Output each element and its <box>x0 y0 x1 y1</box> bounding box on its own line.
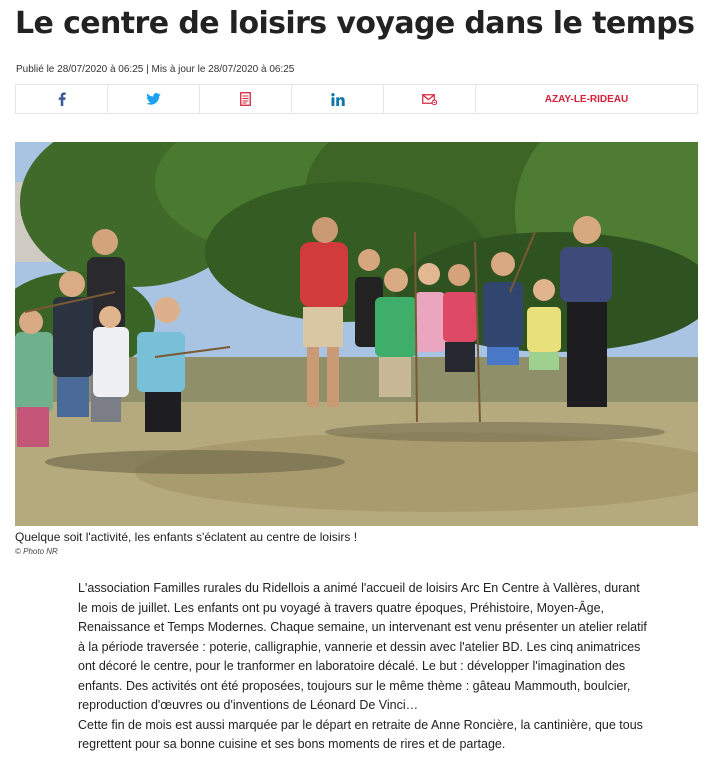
share-facebook-button[interactable] <box>16 85 108 113</box>
facebook-icon <box>57 92 67 106</box>
article-photo <box>15 142 698 526</box>
photo-credit: © Photo NR <box>15 547 58 556</box>
share-linkedin-button[interactable] <box>292 85 384 113</box>
linkedin-icon <box>331 93 345 106</box>
article-body <box>78 579 648 755</box>
print-button[interactable] <box>200 85 292 113</box>
twitter-icon <box>146 93 161 105</box>
share-email-button[interactable] <box>384 85 476 113</box>
print-icon <box>240 92 251 106</box>
share-bar <box>15 84 698 114</box>
article-paragraph: Cette fin de mois est aussi marquée par le départ en retraite de Anne Roncière, la cantinière, que tous regrettent pour sa bonne cuisine et ses bons moments de rires et de partage. <box>78 717 643 751</box>
article-paragraph: L'association Familles rurales du Ridellois a animé l'accueil de loisirs Arc En Centre à Vallères, durant le mois de juillet. Les enfants ont pu voyagé à travers quatre époques, Préhistoire, Moyen-Âge, Renaissance et Temps Modernes. Chaque semaine, un intervenant est venu présenter un atelier relatif à la période traversée : poterie, calligraphie, vannerie et dessin avec l'atelier BD. Les cinq animatrices ont décoré le centre, pour le tranformer en laboratoire décalé. Le but : développer l'imagination des enfants. Des activités ont été proposées, toujours sur le même thème : gâteau Mammouth, boulcier, reproduction d'œuvres ou d'inventions de Léonard De Vinci… <box>78 581 647 712</box>
article-title: Le centre de loisirs voyage dans le temps <box>15 6 695 41</box>
photo-caption: Quelque soit l'activité, les enfants s'éclatent au centre de loisirs ! <box>15 530 358 544</box>
publication-meta: Publié le 28/07/2020 à 06:25 | Mis à jour le 28/07/2020 à 06:25 <box>16 64 295 75</box>
tag-link[interactable]: AZAY-LE-RIDEAU <box>544 93 629 105</box>
share-twitter-button[interactable] <box>108 85 200 113</box>
email-icon <box>422 94 437 105</box>
